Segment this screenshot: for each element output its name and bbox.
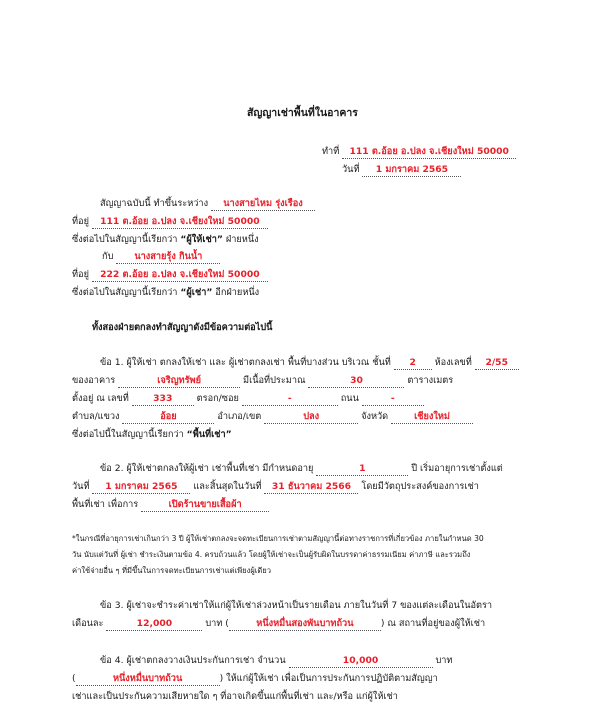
amphoe-label: อำเภอ/เขต bbox=[217, 411, 262, 422]
rent-amount-words: หนึ่งหมื่นสองพันบาทถ้วน bbox=[229, 618, 381, 631]
amphoe-value: ปลง bbox=[264, 411, 358, 424]
intro-text: สัญญาฉบับนี้ ทำขึ้นระหว่าง bbox=[100, 198, 209, 209]
deposit-baht-label: บาท bbox=[435, 655, 453, 666]
end-date-value: 31 ธันวาคม 2566 bbox=[264, 481, 358, 494]
purpose-value: เปิดร้านขายเสื้อผ้า bbox=[141, 499, 269, 512]
clause2-line2 bbox=[72, 481, 479, 494]
clause2-start-text: ปี เริ่มอายุการเช่าตั้งแต่ bbox=[411, 463, 503, 474]
landlord-name: นางสายไหม รุ่งเรือง bbox=[211, 198, 315, 211]
start-date-value: 1 มกราคม 2565 bbox=[92, 481, 190, 494]
soi-value: - bbox=[242, 393, 338, 406]
intro-row bbox=[100, 198, 315, 211]
years-value: 1 bbox=[316, 463, 408, 476]
clause4-line3: เช่าและเป็นประกันความเสียหายใด ๆ ที่อาจเกิดขึ้นแก่พื้นที่เช่า และ/หรือ แก่ผู้ให้เช่า bbox=[72, 691, 398, 702]
clause1-line1 bbox=[100, 357, 519, 370]
clause1-line4 bbox=[72, 411, 473, 424]
landlord-address: 111 ต.อ้อย อ.ปลง จ.เชียงใหม่ 50000 bbox=[92, 216, 268, 229]
baht-open: บาท ( bbox=[205, 618, 229, 629]
sqm-label: ตารางเมตร bbox=[407, 375, 454, 386]
house-no-label: ตั้งอยู่ ณ เลขที่ bbox=[72, 393, 129, 404]
tambon-label: ตำบล/แขวง bbox=[72, 411, 120, 422]
tenant-address-row bbox=[72, 269, 268, 282]
clause4-line1 bbox=[100, 655, 453, 668]
landlord-address-label: ที่อยู่ bbox=[72, 216, 89, 227]
tenant-role: “ผู้เช่า” bbox=[180, 287, 213, 298]
room-value: 2/55 bbox=[475, 357, 519, 370]
house-no-value: 333 bbox=[132, 393, 194, 406]
with-label: กับ bbox=[102, 251, 114, 262]
deposit-amount: 10,000 bbox=[289, 655, 433, 668]
soi-label: ตรอก/ซอย bbox=[196, 393, 239, 404]
document-title: สัญญาเช่าพื้นที่ในอาคาร bbox=[247, 107, 358, 119]
date-label: วันที่ bbox=[342, 164, 360, 175]
clause2-intro: ข้อ 2. ผู้ให้เช่าตกลงให้ผู้เช่า เช่าพื้นที่เช่า มีกำหนดอายุ bbox=[100, 463, 314, 474]
rental-area-role: “พื้นที่เช่า” bbox=[186, 429, 232, 440]
clause1-line5 bbox=[72, 429, 232, 441]
road-value: - bbox=[362, 393, 424, 406]
date-value: 1 มกราคม 2565 bbox=[362, 164, 461, 177]
deposit-amount-words: หนึ่งหมื่นบาทถ้วน bbox=[76, 673, 220, 686]
landlord-role-suffix: ฝ่ายหนึ่ง bbox=[222, 234, 259, 245]
agreement-heading: ทั้งสองฝ่ายตกลงทำสัญญาดังมีข้อความต่อไปนี้ bbox=[92, 322, 273, 333]
province-label: จังหวัด bbox=[361, 411, 389, 422]
floor-value: 2 bbox=[394, 357, 432, 370]
note-line2: วัน นับแต่วันที่ ผู้เช่า ชำระเงินตามข้อ 4. ครบถ้วนแล้ว โดยผู้ให้เช่าจะเป็นผู้รับผิดในบรรดาค่าธรรมเนียม ค่าภาษี และรวมถึง bbox=[72, 550, 471, 559]
purpose-prefix: โดยมีวัตถุประสงค์ของการเช่า bbox=[361, 481, 479, 492]
clause1-line2 bbox=[72, 375, 453, 388]
start-date-label: วันที่ bbox=[72, 481, 90, 492]
tenant-address-label: ที่อยู่ bbox=[72, 269, 89, 280]
building-value: เจริญทรัพย์ bbox=[118, 375, 240, 388]
monthly-label: เดือนละ bbox=[72, 618, 104, 629]
tenant-name-row bbox=[102, 251, 220, 264]
purpose-label: พื้นที่เช่า เพื่อการ bbox=[72, 499, 139, 510]
made-at-label: ทำที่ bbox=[322, 146, 340, 157]
room-label: ห้องเลขที่ bbox=[434, 357, 472, 368]
clause4-purpose: ) ให้แก่ผู้ให้เช่า เพื่อเป็นการประกันการปฏิบัติตามสัญญา bbox=[219, 673, 438, 684]
clause1-line3 bbox=[72, 393, 424, 406]
note-line3: ค่าใช้จ่ายอื่น ๆ ที่มีขึ้นในการจดทะเบียนการเช่าแต่เพียงผู้เดียว bbox=[72, 566, 272, 575]
landlord-role: “ผู้ให้เช่า” bbox=[180, 234, 223, 245]
clause1-intro: ข้อ 1. ผู้ให้เช่า ตกลงให้เช่า และ ผู้เช่าตกลงเช่า พื้นที่บางส่วน บริเวณ ชั้นที่ bbox=[100, 357, 391, 368]
rental-area-role-prefix: ซึ่งต่อไปนี้ในสัญญานี้เรียกว่า bbox=[72, 429, 187, 440]
note-line1: *ในกรณีที่อายุการเช่าเกินกว่า 3 ปี ผู้ให้เช่าตกลงจะจดทะเบียนการเช่าตามสัญญานี้ต่อทางราชการที่เกี่ยวข้อง ภายในกำหนด 30 bbox=[72, 534, 484, 543]
clause2-line3 bbox=[72, 499, 269, 512]
area-label: มีเนื้อที่ประมาณ bbox=[243, 375, 306, 386]
tenant-role-suffix: อีกฝ่ายหนึ่ง bbox=[212, 287, 260, 298]
made-at-row bbox=[322, 146, 516, 159]
clause3-line1: ข้อ 3. ผู้เช่าจะชำระค่าเช่าให้แก่ผู้ให้เช่าล่วงหน้าเป็นรายเดือน ภายในวันที่ 7 ของแต่ละเดือนในอัตรา bbox=[100, 600, 493, 611]
clause3-line2 bbox=[72, 618, 485, 631]
tenant-address: 222 ต.อ้อย อ.ปลง จ.เชียงใหม่ 50000 bbox=[92, 269, 268, 282]
area-value: 30 bbox=[308, 375, 404, 388]
clause4-line2 bbox=[72, 673, 438, 686]
tenant-role-row bbox=[72, 287, 259, 299]
road-label: ถนน bbox=[340, 393, 359, 404]
end-date-label: และสิ้นสุดในวันที่ bbox=[193, 481, 262, 492]
landlord-role-prefix: ซึ่งต่อไปในสัญญานี้เรียกว่า bbox=[72, 234, 181, 245]
clause4-intro: ข้อ 4. ผู้เช่าตกลงวางเงินประกันการเช่า จำนวน bbox=[100, 655, 286, 666]
clause2-line1 bbox=[100, 463, 503, 476]
landlord-address-row bbox=[72, 216, 268, 229]
tenant-role-prefix: ซึ่งต่อไปในสัญญานี้เรียกว่า bbox=[72, 287, 181, 298]
building-label: ของอาคาร bbox=[72, 375, 116, 386]
province-value: เชียงใหม่ bbox=[391, 411, 473, 424]
tenant-name: นางสายรุ้ง กินน้ำ bbox=[116, 251, 220, 264]
tambon-value: อ้อย bbox=[122, 411, 214, 424]
rent-amount: 12,000 bbox=[106, 618, 202, 631]
made-at-value: 111 ต.อ้อย อ.ปลง จ.เชียงใหม่ 50000 bbox=[342, 146, 516, 159]
landlord-role-row bbox=[72, 234, 259, 246]
date-row bbox=[342, 164, 461, 177]
rent-payment-place: ) ณ สถานที่อยู่ของผู้ให้เช่า bbox=[380, 618, 486, 629]
deposit-open-paren: ( bbox=[72, 673, 76, 684]
